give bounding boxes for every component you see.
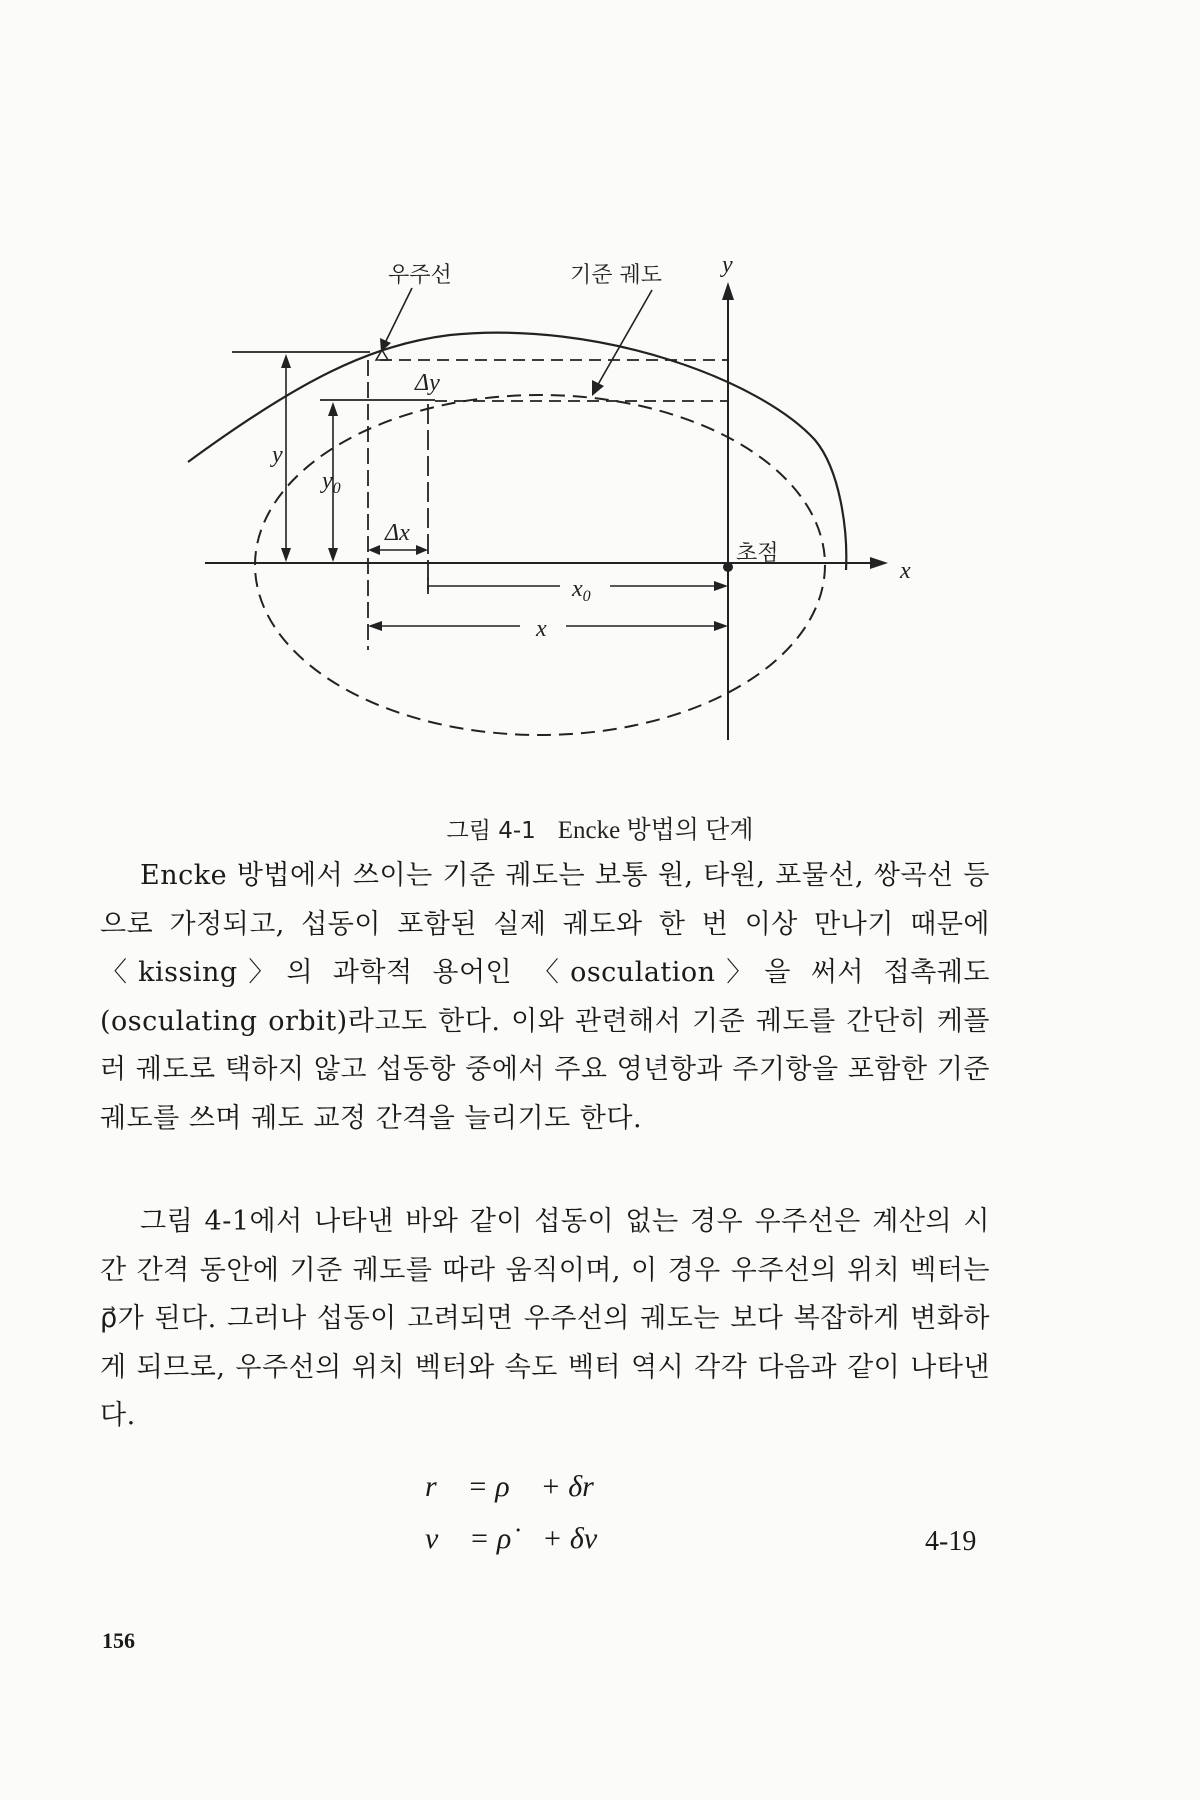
delta-x-arrow-left	[368, 545, 380, 555]
y-axis-arrow	[722, 282, 734, 300]
y-axis-label: y	[722, 252, 733, 278]
equation-velocity: v⃗ = ρ̇⃗ + δv⃗	[425, 1522, 621, 1555]
y-dim-arrow-top	[281, 354, 291, 368]
x-axis-arrow	[870, 557, 888, 569]
y0-dimension-label: $y_0$	[322, 468, 341, 497]
y0-dim-arrow-top	[328, 402, 338, 416]
x-dimension-label: x	[536, 616, 547, 642]
caption-number: 그림 4-1	[446, 818, 536, 844]
spacecraft-label: 우주선	[388, 263, 452, 288]
equation-number: 4-19	[925, 1526, 977, 1557]
reference-orbit-label: 기준 궤도	[570, 263, 663, 288]
y-dim-arrow-bottom	[281, 548, 291, 562]
x0-dim-arrow	[714, 581, 728, 591]
x-axis-label: x	[900, 558, 911, 584]
x-dim-arrow-left	[368, 621, 382, 631]
body-paragraph-2: 그림 4-1에서 나타낸 바와 같이 섭동이 없는 경우 우주선은 계산의 시간 간격 동안에 기준 궤도를 따라 움직이며, 이 경우 우주선의 위치 벡터는 ρ⃗가 된다. 그러나 섭동이 고려되면 우주선의 궤도는 보다 복잡하게 변화하게 되므로, 우주선의 위치 벡터와 속도 벡터 역시 각각 다음과 같이 나타낸다.	[100, 1206, 990, 1431]
figure-caption	[0, 810, 1200, 846]
body-paragraph-1: Encke 방법에서 쓰이는 기준 궤도는 보통 원, 타원, 포물선, 쌍곡선 등으로 가정되고, 섭동이 포함된 실제 궤도와 한 번 이상 만나기 때문에 〈kissing〉의 과학적 용어인 〈osculation〉을 써서 접촉궤도(osculating orbit)라고도 한다. 이와 관련해서 기준 궤도를 간단히 케플러 궤도로 택하지 않고 섭동항 중에서 주요 영년항과 주기항을 포함한 기준 궤도를 쓰며 궤도 교정 간격을 늘리기도 한다.	[100, 860, 990, 1134]
focus-label: 초점	[736, 541, 779, 566]
delta-x-label: Δx	[385, 520, 410, 546]
y-dimension-label: y	[272, 442, 283, 468]
caption-text: Encke 방법의 단계	[557, 817, 754, 844]
reference-orbit-leader-arrow	[592, 380, 604, 396]
delta-x-arrow-right	[416, 545, 428, 555]
equation-position: r⃗ = ρ⃗ + δr⃗	[425, 1470, 618, 1503]
reference-orbit-leader-line	[596, 290, 652, 388]
focus-point	[723, 562, 733, 572]
y0-dim-arrow-bottom	[328, 548, 338, 562]
x-dim-arrow-right	[714, 621, 728, 631]
spacecraft-leader-line	[384, 288, 412, 345]
x0-dimension-label: $x_0$	[572, 576, 591, 605]
encke-method-figure	[0, 0, 1200, 800]
page-number: 156	[102, 1628, 135, 1653]
delta-y-label: Δy	[415, 370, 440, 396]
